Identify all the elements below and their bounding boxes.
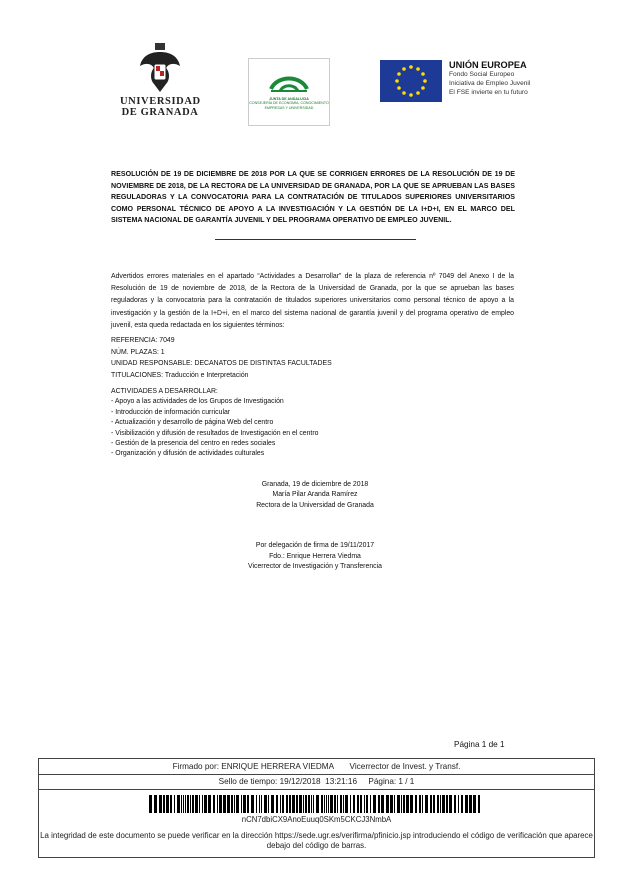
positions-field: NÚM. PLAZAS: 1 (111, 348, 165, 356)
signer-role: Rectora de la Universidad de Granada (256, 501, 374, 509)
verification-code: nCN7dbiCX9AnoEuuq0SKm5CKCJ3NmbA (241, 815, 392, 824)
responsible-unit-field: UNIDAD RESPONSABLE: DECANATOS DE DISTINTAS FACULTADES (111, 360, 332, 367)
timestamp-row: Sello de tiempo: 19/12/2018 13:21:16 Página: 1 / 1 (39, 775, 594, 790)
junta-department-line1: CONSEJERÍA DE ECONOMÍA, CONOCIMIENTO (249, 101, 329, 106)
delegate-name: Fdo.: Enrique Herrera Viedma (269, 552, 361, 560)
place-date: Granada, 19 de diciembre de 2018 (261, 481, 369, 488)
eu-initiative: Iniciativa de Empleo Juvenil (449, 80, 531, 87)
page-number: Página 1 de 1 (454, 740, 505, 749)
signed-by-row: Firmado por: ENRIQUE HERRERA VIEDMA Vicerrector de Invest. y Transf. (39, 760, 594, 775)
signature-verification-box (38, 758, 595, 858)
eu-flag-icon (380, 60, 442, 102)
title-divider (215, 239, 416, 240)
resolution-title: RESOLUCIÓN DE 19 DE DICIEMBRE DE 2018 POR LA QUE SE CORRIGEN ERRORES DE LA RESOLUCIÓN DE 19 DE NOVIEMBRE DE 2018, DE LA RECTORA DE LA UNIVERSIDAD DE GRANADA, POR LA QUE SE APRUEBAN LAS BASES REGULADORAS Y LA CONVOCATORIA PARA LA CONTRATACIÓN DE TITULADOS SUPERIORES UNIVERSITARIOS COMO PERSONAL TÉCNICO DE APOYO A LA INVESTIGACIÓN Y LA GESTIÓN DE LA I+D+I, EN EL MARCO DEL SISTEMA NACIONAL DE GARANTÍA JUVENIL Y DEL PROGRAMA OPERATIVO DE EMPLEO JUVENIL. (111, 170, 515, 225)
verification-note: La integridad de este documento se puede verificar en la dirección https://sede.ugr.es/verifirma/pfinicio.jsp introduciendo el código de verificación que aparece debajo del código de barras. (40, 831, 593, 850)
eu-motto: El FSE invierte en tu futuro (449, 89, 528, 96)
junta-name: JUNTA DE ANDALUCIA (269, 97, 309, 101)
signature-block (200, 480, 430, 511)
junta-logo (248, 58, 330, 126)
eu-fund: Fondo Social Europeo (449, 71, 515, 78)
junta-department-line2: EMPRESAS Y UNIVERSIDAD (264, 105, 314, 110)
delegation-note: Por delegación de firma de 19/11/2017 (255, 542, 375, 549)
university-logo (120, 42, 200, 118)
eu-title: UNIÓN EUROPEA (449, 60, 527, 70)
delegation-block (200, 541, 430, 573)
university-name: UNIVERSIDAD DE GRANADA (120, 96, 201, 118)
delegate-role: Vicerrector de Investigación y Transferencia (248, 563, 382, 570)
barcode (149, 795, 484, 813)
activity-item: - Actualización y desarrollo de página Web del centro (111, 419, 274, 427)
activities-section (111, 387, 514, 460)
degrees-field: TITULACIONES: Traducción e Interpretación (111, 371, 249, 379)
signer-name: María Pilar Aranda Ramírez (272, 491, 358, 499)
activities-heading: ACTIVIDADES A DESARROLLAR: (111, 388, 218, 395)
eu-text-block (449, 61, 579, 97)
activity-item: - Introducción de información curricular (111, 408, 231, 416)
position-details (111, 335, 514, 381)
activity-item: - Organización y difusión de actividades culturales (111, 450, 265, 458)
reference-field: REFERENCIA: 7049 (111, 337, 175, 344)
activity-item: - Visibilización y difusión de resultados de Investigación en el centro (111, 429, 319, 437)
coat-of-arms-icon (138, 42, 182, 94)
junta-emblem-icon (249, 59, 329, 97)
activity-item: - Gestión de la presencia del centro en redes sociales (111, 440, 276, 448)
intro-paragraph: Advertidos errores materiales en el apartado “Actividades a Desarrollar” de la plaza de referencia nº 7049 del Anexo I de la Resolución de 19 de noviembre de 2018, de la Rectora de la Universidad de Granada, por la que se aprueban las bases reguladoras y la convocatoria para la contratación de titulados superiores universitarios como personal técnico de apoyo a la investigación y la gestión de la I+D+i, en el marco del sistema nacional de garantía juvenil y del programa operativo de empleo juvenil, esta queda redactada en los siguientes términos: (111, 273, 514, 329)
activity-item: - Apoyo a las actividades de los Grupos de Investigación (111, 398, 284, 406)
